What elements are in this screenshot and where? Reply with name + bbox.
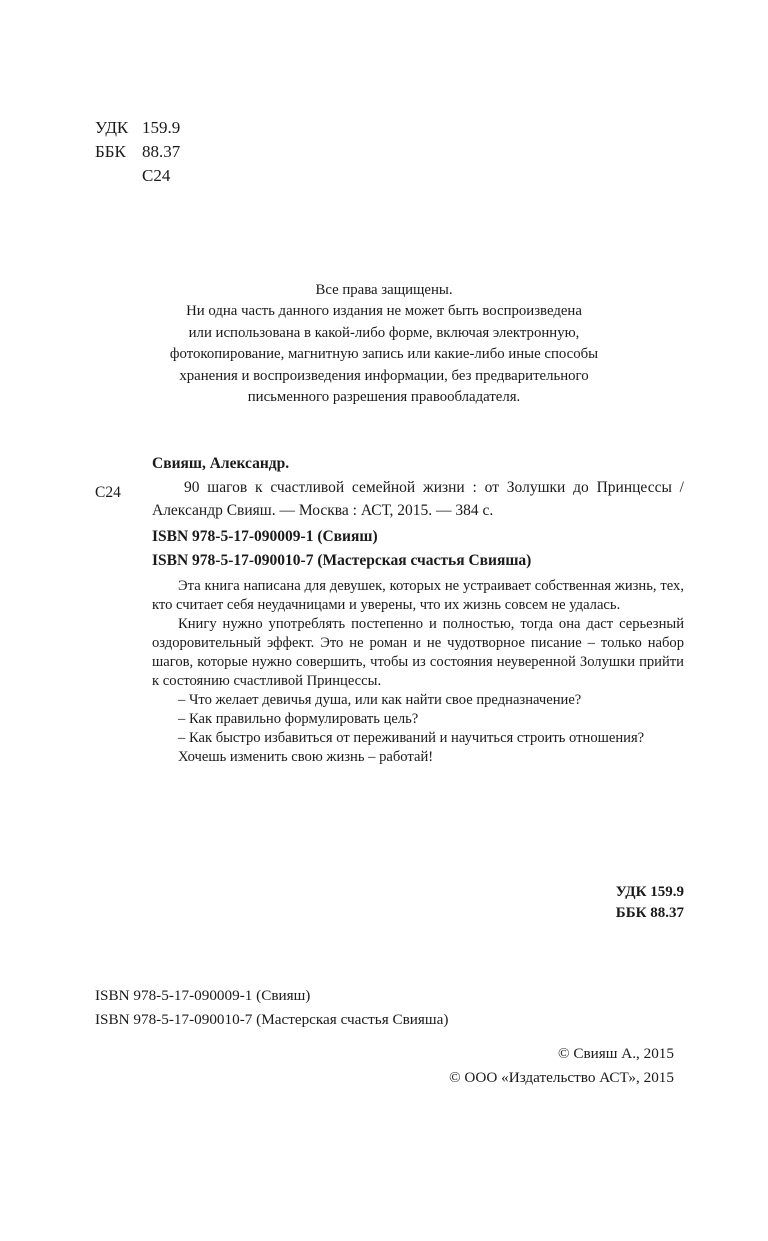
cip-isbn-primary: ISBN 978-5-17-090009-1 (Свияш) (152, 527, 378, 545)
copyright-block (330, 1042, 674, 1090)
classification-value-udk: 159.9 (142, 118, 181, 137)
classification-row-udk (95, 116, 180, 140)
cip-isbn-list (152, 525, 684, 573)
cip-author-sign: С24 (95, 484, 121, 501)
book-annotation (152, 577, 684, 768)
classification-codes (95, 116, 180, 188)
classification-label-udk: УДК (95, 118, 129, 137)
cip-author-name: Свияш, Александр. (152, 455, 290, 472)
rights-notice-line: Все права защищены. (315, 282, 453, 298)
copyright-author-line: © Свияш А., 2015 (558, 1045, 674, 1062)
isbn-primary: ISBN 978-5-17-090009-1 (Свияш) (95, 987, 311, 1004)
rights-notice-line: фотокопирование, магнитную запись или какие-либо иные способы (169, 346, 599, 363)
isbn-series: ISBN 978-5-17-090010-7 (Мастерская счастья Свияша) (95, 1011, 449, 1028)
rights-notice-line: или использована в какой-либо форме, включая электронную, (188, 324, 580, 341)
classification-row-bbk (95, 140, 180, 164)
copyright-publisher-line: © ООО «Издательство АСТ», 2015 (449, 1069, 674, 1086)
classification-label-bbk: ББК (95, 142, 126, 161)
cataloguing-entry (95, 452, 684, 767)
classification-repeat-udk: УДК 159.9 (615, 884, 684, 900)
rights-notice-line: хранения и воспроизведения информации, без предварительного (179, 367, 589, 384)
rights-notice-line: Ни одна часть данного издания не может быть воспроизведена (186, 303, 582, 320)
rights-notice (84, 280, 684, 408)
classification-repeat-bbk: ББК 88.37 (615, 905, 684, 921)
annotation-question: – Что желает девичья душа, или как найти свое предназначение? (178, 692, 582, 709)
cip-title-statement: 90 шагов к счастливой семейной жизни : от Золушки до Принцессы / Александр Свияш. — Москва : АСТ, 2015. — 384 с. (152, 478, 684, 519)
annotation-question: – Как правильно формулировать цель? (178, 711, 419, 728)
annotation-question: – Как быстро избавиться от переживаний и научиться строить отношения? (178, 730, 645, 747)
cip-isbn-series: ISBN 978-5-17-090010-7 (Мастерская счастья Свияша) (152, 551, 532, 569)
classification-value-author-sign: С24 (142, 166, 171, 185)
isbn-block (95, 984, 448, 1032)
classification-value-bbk: 88.37 (142, 142, 181, 161)
rights-notice-line: письменного разрешения правообладателя. (247, 389, 521, 406)
annotation-paragraph: Книгу нужно употреблять постепенно и полностью, тогда она даст серьезный оздоровительный эффект. Это не роман и не чудотворное писание – только набор шагов, которые нужно совершить, чтобы из состояния неуверенной Золушки прийти к состоянию счастливой Принцессы. (152, 615, 684, 689)
classification-row-author-sign (95, 164, 180, 188)
classification-codes-repeat (380, 882, 684, 924)
annotation-call-to-action: Хочешь изменить свою жизнь – работай! (178, 749, 434, 766)
cip-body (152, 452, 684, 767)
annotation-paragraph: Эта книга написана для девушек, которых не устраивает собственная жизнь, тех, кто считает себя неудачницами и уверены, что их жизнь совсем не удалась. (152, 577, 684, 613)
